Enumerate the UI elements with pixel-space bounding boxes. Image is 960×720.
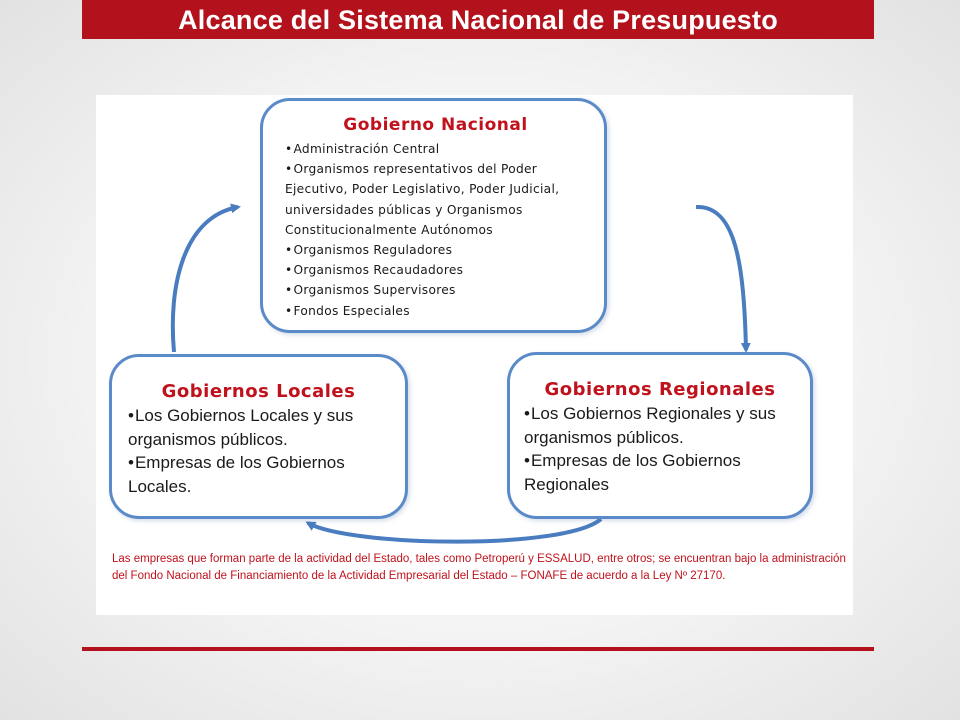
list-item: • Organismos Reguladores — [285, 240, 586, 260]
list-item: • Fondos Especiales — [285, 301, 586, 321]
gobierno-nacional-title: Gobierno Nacional — [343, 115, 528, 135]
list-item: • Los Gobiernos Locales y sus organismos públicos. — [128, 404, 389, 451]
gobiernos-regionales-box — [507, 352, 813, 519]
gobiernos-regionales-list — [524, 402, 796, 496]
arrow-regionales-to-locales — [308, 519, 601, 542]
list-item: • Empresas de los Gobiernos Regionales — [524, 449, 796, 496]
bottom-divider — [82, 647, 874, 651]
arrow-locales-to-nacional — [173, 207, 238, 352]
arrow-nacional-to-regionales — [696, 207, 746, 350]
list-item: • Administración Central — [285, 139, 586, 159]
gobierno-nacional-box — [260, 98, 607, 333]
list-item: • Organismos representativos del Poder Ejecutivo, Poder Legislativo, Poder Judicial, universidades públicas y Organismos Constitucionalmente Autónomos — [285, 159, 586, 240]
list-item: • Organismos Recaudadores — [285, 260, 586, 280]
gobierno-nacional-list — [285, 139, 586, 321]
gobiernos-locales-list — [128, 404, 389, 498]
gobiernos-regionales-title: Gobiernos Regionales — [544, 379, 776, 400]
list-item: • Los Gobiernos Regionales y sus organismos públicos. — [524, 402, 796, 449]
list-item: • Organismos Supervisores — [285, 280, 586, 300]
list-item: • Empresas de los Gobiernos Locales. — [128, 451, 389, 498]
footnote-text: Las empresas que forman parte de la actividad del Estado, tales como Petroperú y ESSALUD, entre otros; se encuentran bajo la administración del Fondo Nacional de Financiamiento de la Actividad Empresarial del Estado – FONAFE de acuerdo a la Ley Nº 27170. — [112, 553, 846, 582]
slide-title: Alcance del Sistema Nacional de Presupuesto — [82, 0, 874, 39]
gobiernos-locales-box — [109, 354, 408, 519]
diagram-panel — [96, 95, 853, 615]
gobiernos-locales-title: Gobiernos Locales — [161, 381, 356, 402]
